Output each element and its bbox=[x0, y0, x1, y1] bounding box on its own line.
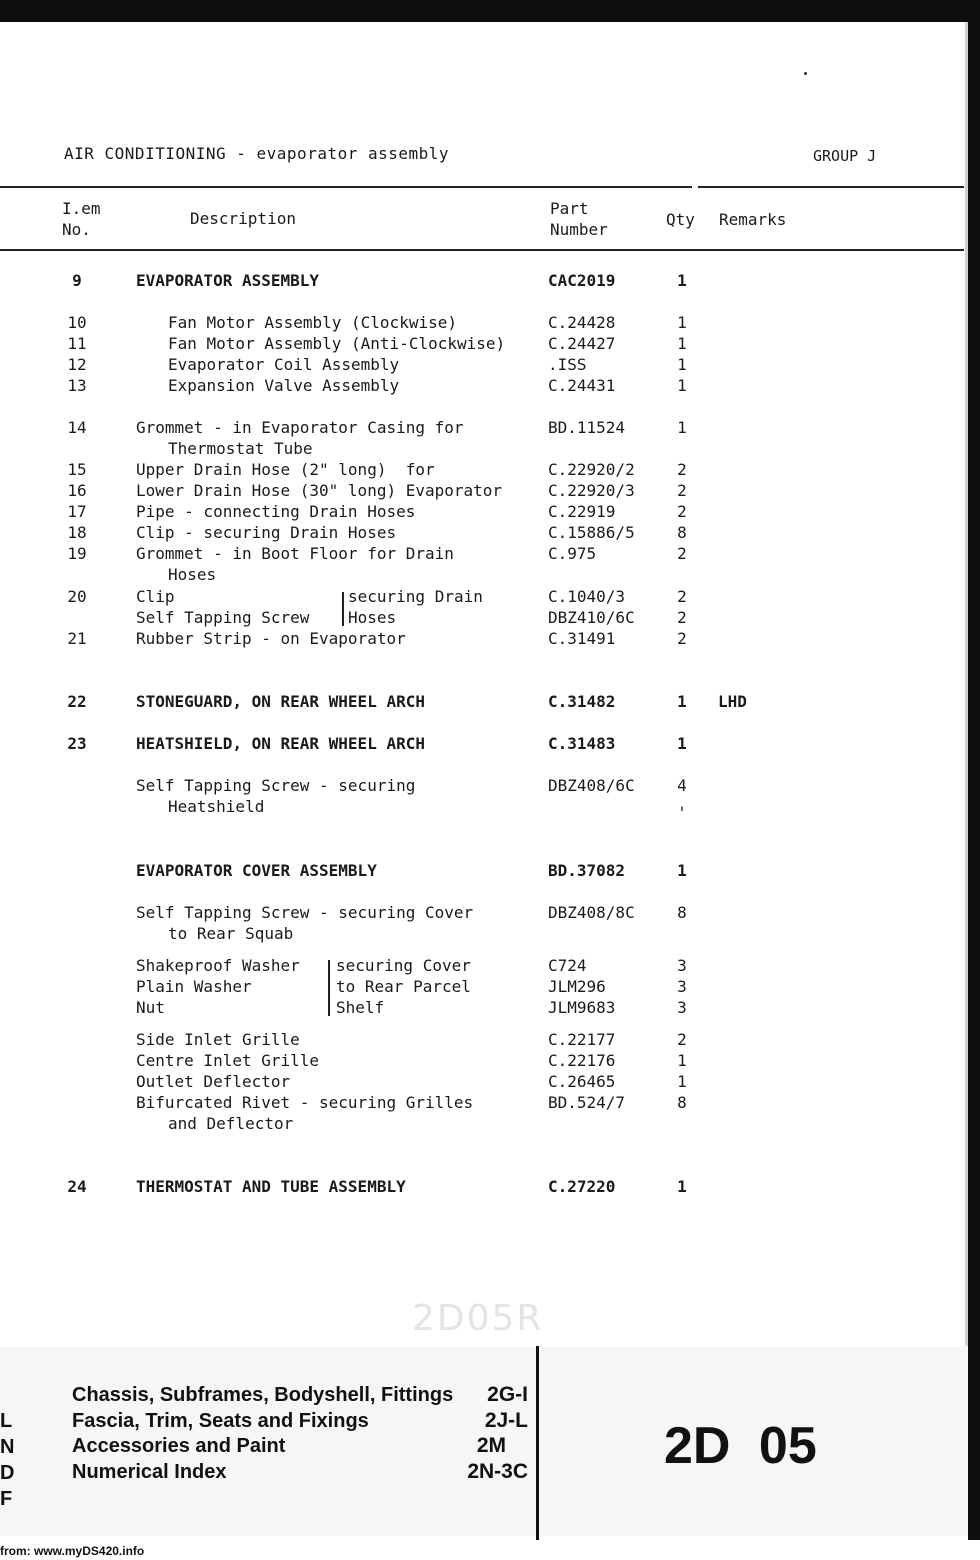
col-header-remarks: Remarks bbox=[719, 210, 787, 229]
page-code: 2D 05 bbox=[664, 1417, 817, 1475]
table-row: 11 Fan Motor Assembly (Anti-Clockwise) C.24427 1 bbox=[67, 334, 687, 353]
footer-tab-letter: F bbox=[0, 1488, 13, 1510]
table-row: Hoses bbox=[168, 565, 217, 584]
footer-divider bbox=[536, 1346, 539, 1546]
footer-index-label: Accessories and Paint bbox=[72, 1435, 286, 1457]
table-row: 13 Expansion Valve Assembly C.24431 1 bbox=[67, 376, 687, 395]
scan-border-shadow bbox=[965, 22, 968, 1532]
table-row: Thermostat Tube bbox=[168, 439, 313, 458]
table-row: Bifurcated Rivet - securing Grilles BD.524/7 8 bbox=[136, 1093, 687, 1112]
scan-border-right bbox=[968, 0, 980, 1560]
page-title: AIR CONDITIONING - evaporator assembly bbox=[64, 144, 450, 163]
table-row: Outlet Deflector C.26465 1 bbox=[136, 1072, 687, 1091]
table-row: 16 Lower Drain Hose (30" long) Evaporator C.22920/3 2 bbox=[67, 481, 687, 500]
table-row: Self Tapping Screw - securing Cover DBZ408/8C 8 bbox=[136, 903, 687, 922]
footer-tab-letter: D bbox=[0, 1462, 15, 1484]
table-row: 10 Fan Motor Assembly (Clockwise) C.24428 1 bbox=[67, 313, 687, 332]
col-header-part-number bbox=[550, 198, 608, 240]
col-header-item-line2: No. bbox=[62, 220, 91, 239]
footer-index-code: 2J-L bbox=[484, 1409, 528, 1432]
footer-index-code: 2G-I bbox=[487, 1383, 528, 1406]
header-rule-bottom bbox=[0, 249, 964, 251]
col-header-description: Description bbox=[190, 209, 296, 228]
table-row: Side Inlet Grille C.22177 2 bbox=[136, 1030, 687, 1049]
table-row: and Deflector bbox=[168, 1114, 294, 1133]
table-row: EVAPORATOR COVER ASSEMBLY BD.37082 1 bbox=[136, 861, 687, 880]
table-row: 15 Upper Drain Hose (2" long) for C.22920/2 2 bbox=[67, 460, 687, 479]
table-row: Centre Inlet Grille C.22176 1 bbox=[136, 1051, 687, 1070]
group-bracket bbox=[328, 960, 330, 1016]
footer-tab-letter: L bbox=[0, 1410, 13, 1432]
table-row: 23 HEATSHIELD, ON REAR WHEEL ARCH C.31483 1 bbox=[67, 734, 687, 753]
footer-index-code: 2M bbox=[476, 1434, 506, 1457]
footer-index-label: Numerical Index bbox=[72, 1461, 227, 1483]
table-row: Heatshield ' bbox=[168, 797, 687, 822]
scan-speck bbox=[804, 72, 807, 75]
table-row: 12 Evaporator Coil Assembly .ISS 1 bbox=[67, 355, 687, 374]
col-header-qty: Qty bbox=[666, 210, 695, 229]
group-bracket bbox=[342, 592, 344, 626]
page-stamp: 2D05R bbox=[412, 1298, 544, 1339]
source-credit: from: www.myDS420.info bbox=[0, 1544, 145, 1558]
header-rule-top-right bbox=[698, 186, 964, 188]
table-row: Nut Shelf JLM9683 3 bbox=[136, 998, 687, 1017]
table-row: Shakeproof Washer securing Cover C724 3 bbox=[136, 956, 687, 975]
table-row: 9 EVAPORATOR ASSEMBLY CAC2019 1 bbox=[72, 271, 687, 290]
table-row: 14 Grommet - in Evaporator Casing for BD.11524 1 bbox=[67, 418, 687, 437]
group-label: GROUP J bbox=[813, 147, 877, 165]
col-header-part-line2: Number bbox=[550, 220, 608, 239]
table-row: 22 STONEGUARD, ON REAR WHEEL ARCH C.31482 1 LHD bbox=[67, 692, 747, 711]
table-row: 17 Pipe - connecting Drain Hoses C.22919 2 bbox=[67, 502, 687, 521]
footer-index-label: Chassis, Subframes, Bodyshell, Fittings bbox=[72, 1384, 454, 1406]
table-row: 21 Rubber Strip - on Evaporator C.31491 2 bbox=[67, 629, 687, 648]
col-header-item-no bbox=[62, 198, 101, 240]
footer-index-label: Fascia, Trim, Seats and Fixings bbox=[72, 1410, 369, 1432]
footer-tab-letter: N bbox=[0, 1436, 15, 1458]
table-row: 19 Grommet - in Boot Floor for Drain C.975 2 bbox=[67, 544, 687, 563]
header-rule-top bbox=[0, 186, 692, 188]
col-header-item-line1: I.em bbox=[62, 199, 101, 218]
table-row: 18 Clip - securing Drain Hoses C.15886/5 8 bbox=[67, 523, 687, 542]
table-row: Self Tapping Screw Hoses DBZ410/6C 2 bbox=[136, 608, 687, 627]
table-row: to Rear Squab bbox=[168, 924, 294, 943]
scan-border-top bbox=[0, 0, 980, 22]
table-row: Plain Washer to Rear Parcel JLM296 3 bbox=[136, 977, 687, 996]
footer-index-code: 2N-3C bbox=[467, 1460, 528, 1483]
table-row: 20 Clip securing Drain C.1040/3 2 bbox=[67, 587, 687, 606]
table-row: 24 THERMOSTAT AND TUBE ASSEMBLY C.27220 1 bbox=[67, 1177, 687, 1196]
col-header-part-line1: Part bbox=[550, 199, 589, 218]
table-row: Self Tapping Screw - securing DBZ408/6C 4 bbox=[136, 776, 687, 795]
bottom-strip bbox=[0, 1540, 980, 1560]
